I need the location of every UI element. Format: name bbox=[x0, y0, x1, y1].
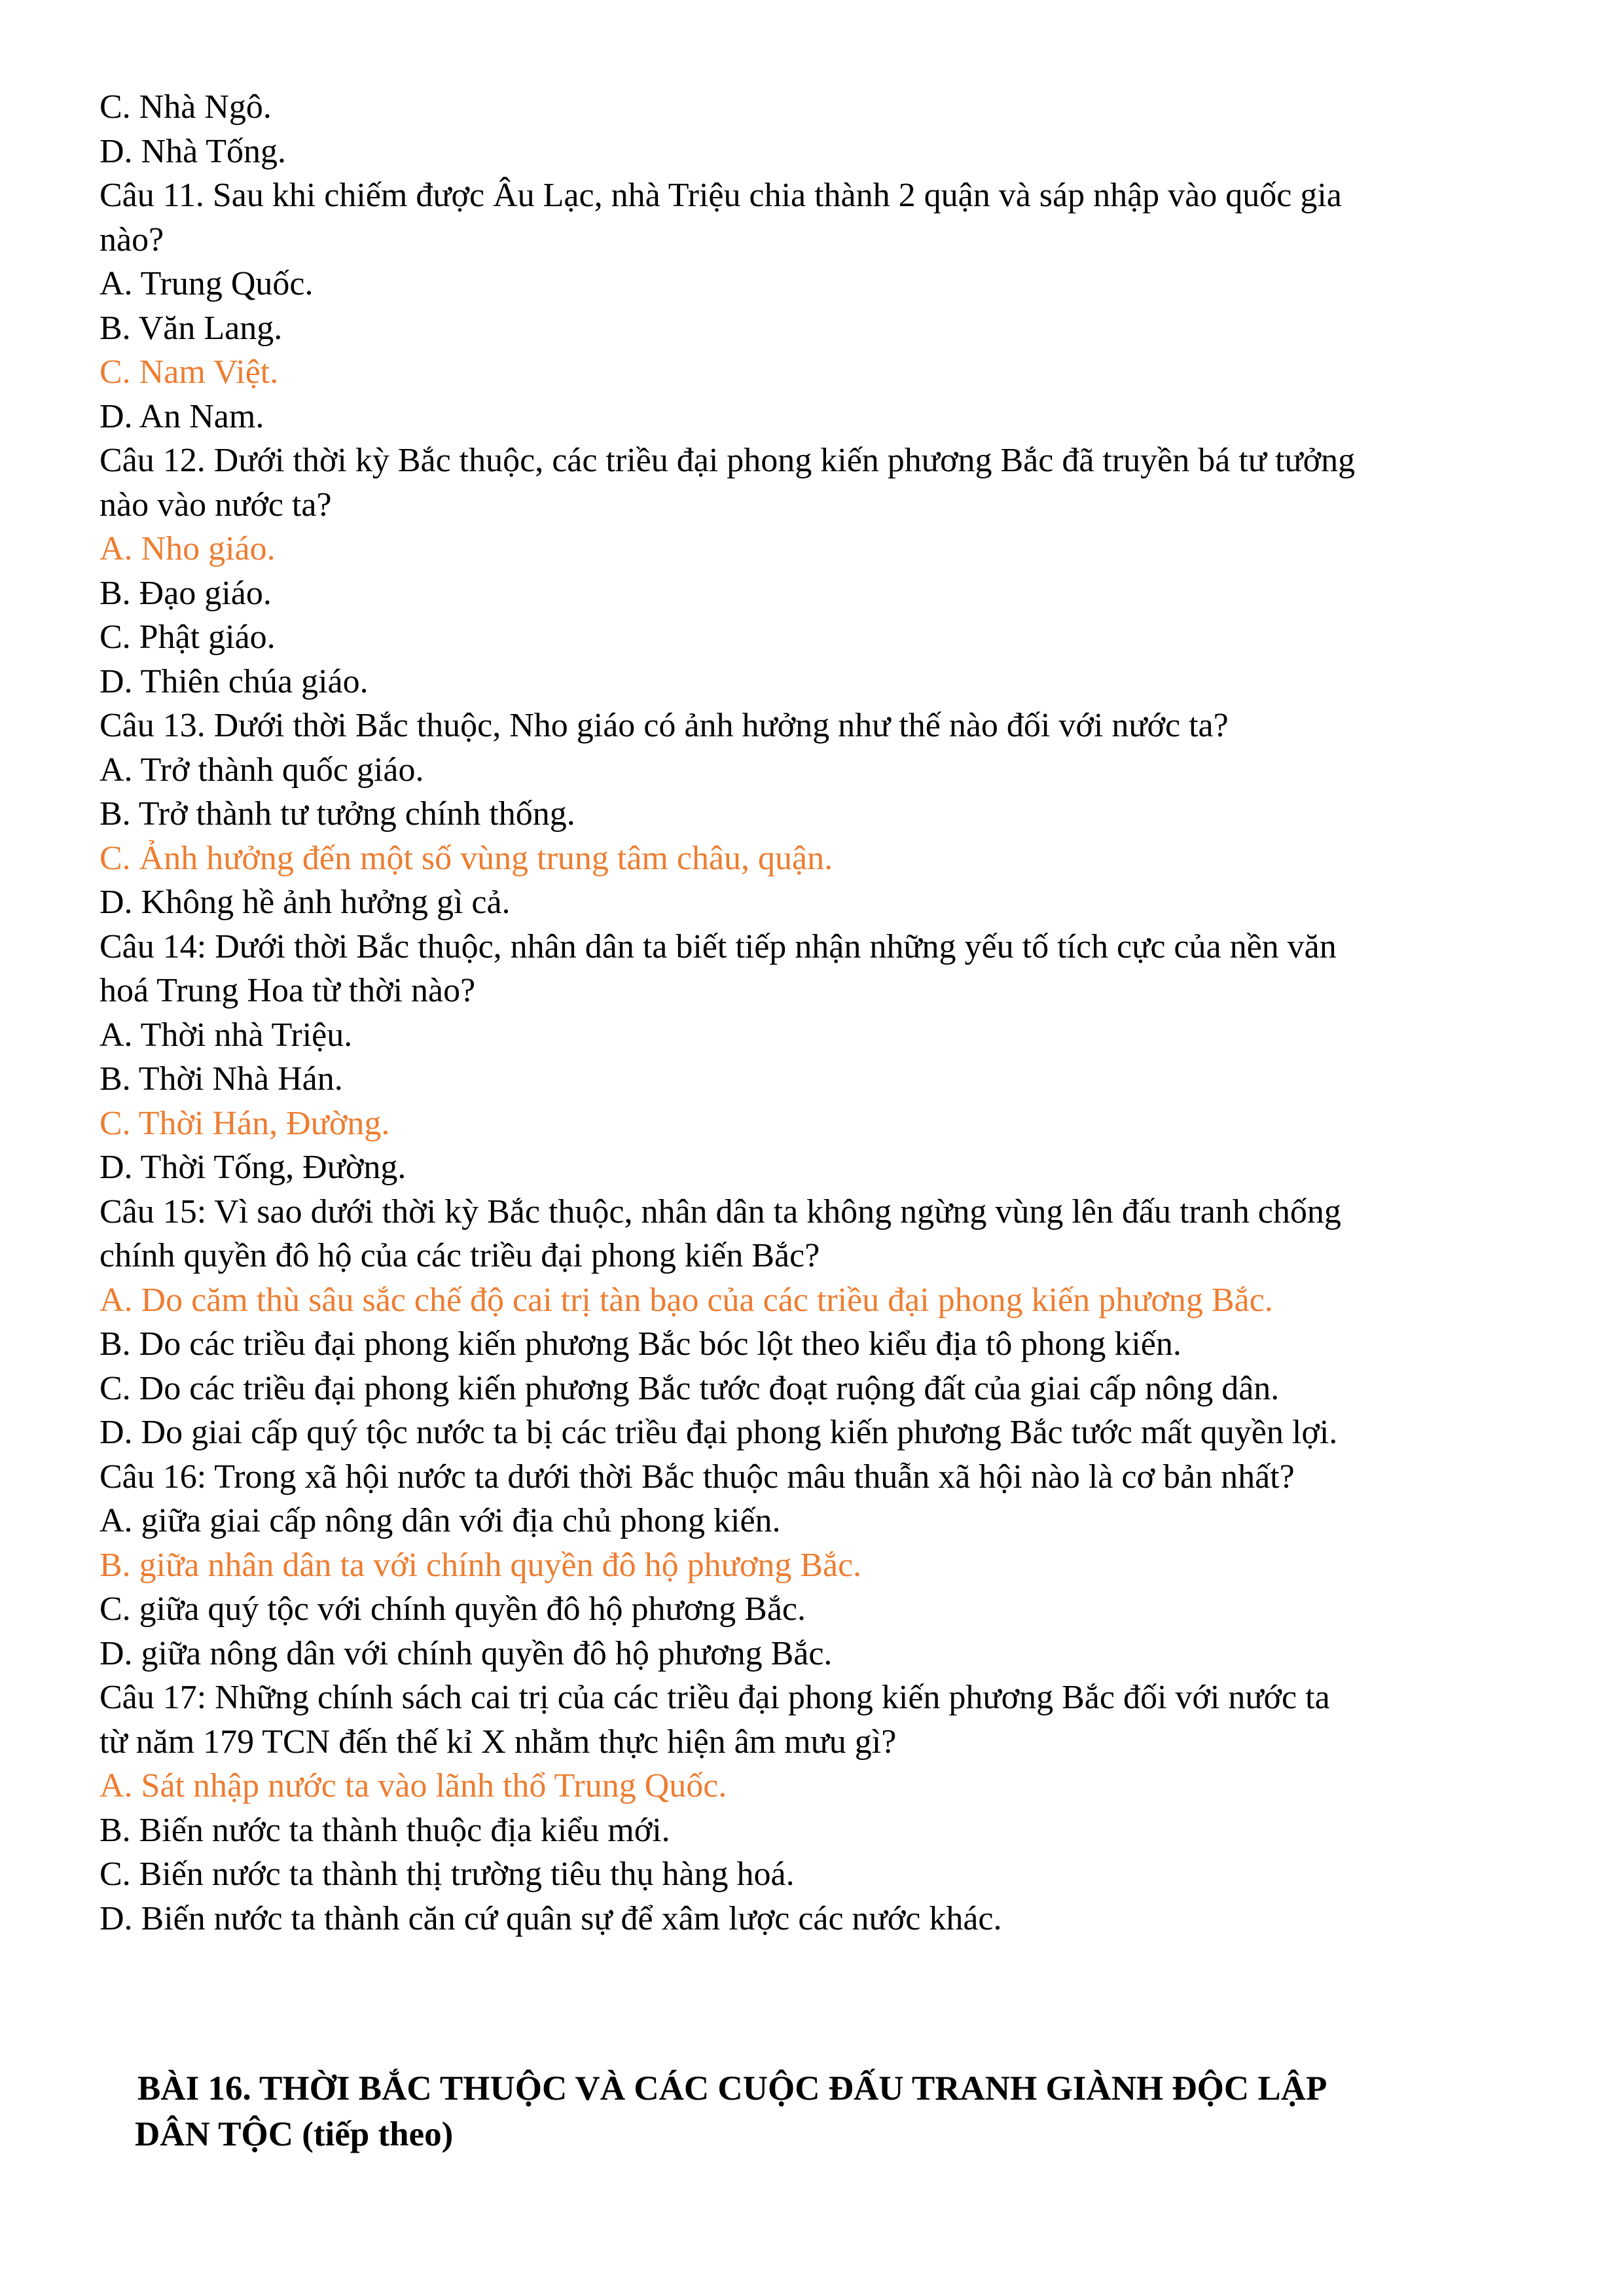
correct-answer-option: C. Thời Hán, Đường. bbox=[99, 1104, 390, 1142]
correct-answer-option: A. Sát nhập nước ta vào lãnh thổ Trung Quốc. bbox=[99, 1767, 727, 1804]
correct-answer-option: C. Ảnh hưởng đến một số vùng trung tâm châu, quận. bbox=[99, 839, 833, 877]
answer-option: A. Trở thành quốc giáo. bbox=[99, 751, 424, 789]
answer-option: C. Phật giáo. bbox=[99, 619, 276, 656]
answer-option: D. Biến nước ta thành căn cứ quân sự để xâm lược các nước khác. bbox=[99, 1899, 1002, 1937]
answer-option: D. Do giai cấp quý tộc nước ta bị các triều đại phong kiến phương Bắc tước mất quyền lợi. bbox=[99, 1414, 1338, 1451]
question-text: Câu 11. Sau khi chiếm được Âu Lạc, nhà Triệu chia thành 2 quận và sáp nhập vào quốc gia bbox=[99, 177, 1342, 214]
answer-option: D. giữa nông dân với chính quyền đô hộ phương Bắc. bbox=[99, 1634, 833, 1672]
answer-option: A. giữa giai cấp nông dân với địa chủ phong kiến. bbox=[99, 1502, 781, 1539]
question-text: Câu 17: Những chính sách cai trị của các triều đại phong kiến phương Bắc đối với nước ta bbox=[99, 1679, 1330, 1716]
question-text-continued: từ năm 179 TCN đến thế kỉ X nhằm thực hiện âm mưu gì? bbox=[99, 1723, 897, 1761]
answer-option: B. Văn Lang. bbox=[99, 309, 283, 347]
correct-answer-option: B. giữa nhân dân ta với chính quyền đô hộ phương Bắc. bbox=[99, 1546, 862, 1584]
answer-option: C. Do các triều đại phong kiến phương Bắc tước đoạt ruộng đất của giai cấp nông dân. bbox=[99, 1369, 1280, 1407]
answer-option: B. Đạo giáo. bbox=[99, 574, 272, 612]
answer-option: A. Thời nhà Triệu. bbox=[99, 1016, 353, 1054]
lesson-heading bbox=[137, 2066, 1551, 2157]
answer-option: C. giữa quý tộc với chính quyền đô hộ phương Bắc. bbox=[99, 1590, 806, 1628]
answer-option: A. Trung Quốc. bbox=[99, 265, 314, 302]
question-text: Câu 16: Trong xã hội nước ta dưới thời Bắc thuộc mâu thuẫn xã hội nào là cơ bản nhất? bbox=[99, 1458, 1295, 1496]
answer-option: D. An Nam. bbox=[99, 397, 264, 435]
correct-answer-option: A. Do căm thù sâu sắc chế độ cai trị tàn bạo của các triều đại phong kiến phương Bắc. bbox=[99, 1281, 1273, 1319]
answer-option: D. Thời Tống, Đường. bbox=[99, 1149, 406, 1186]
lesson-heading-line-2: DÂN TỘC (tiếp theo) bbox=[135, 2115, 454, 2153]
question-text: Câu 13. Dưới thời Bắc thuộc, Nho giáo có ảnh hưởng như thế nào đối với nước ta? bbox=[99, 707, 1229, 744]
question-text: Câu 12. Dưới thời kỳ Bắc thuộc, các triều đại phong kiến phương Bắc đã truyền bá tư tưởng bbox=[99, 442, 1356, 479]
question-text: Câu 14: Dưới thời Bắc thuộc, nhân dân ta biết tiếp nhận những yếu tố tích cực của nền văn bbox=[99, 927, 1337, 965]
answer-option: D. Không hề ảnh hưởng gì cả. bbox=[99, 884, 511, 921]
answer-option: B. Trở thành tư tưởng chính thống. bbox=[99, 795, 575, 833]
answer-option: B. Thời Nhà Hán. bbox=[99, 1060, 343, 1098]
question-text-continued: hoá Trung Hoa từ thời nào? bbox=[99, 972, 476, 1009]
question-text-continued: nào vào nước ta? bbox=[99, 486, 332, 524]
question-text-continued: chính quyền đô hộ của các triều đại phong kiến Bắc? bbox=[99, 1237, 820, 1274]
answer-option: C. Biến nước ta thành thị trường tiêu thụ hàng hoá. bbox=[99, 1856, 795, 1893]
answer-option: D. Nhà Tống. bbox=[99, 132, 287, 170]
correct-answer-option: C. Nam Việt. bbox=[99, 353, 279, 391]
question-text-continued: nào? bbox=[99, 221, 164, 259]
answer-option: B. Do các triều đại phong kiến phương Bắc bóc lột theo kiểu địa tô phong kiến. bbox=[99, 1325, 1182, 1363]
question-text: Câu 15: Vì sao dưới thời kỳ Bắc thuộc, nhân dân ta không ngừng vùng lên đấu tranh chống bbox=[99, 1193, 1341, 1230]
quiz-content bbox=[99, 85, 1540, 1941]
answer-option: C. Nhà Ngô. bbox=[99, 88, 272, 126]
answer-option: B. Biến nước ta thành thuộc địa kiểu mới. bbox=[99, 1811, 670, 1849]
correct-answer-option: A. Nho giáo. bbox=[99, 530, 276, 567]
answer-option: D. Thiên chúa giáo. bbox=[99, 662, 369, 700]
lesson-heading-line-1: BÀI 16. THỜI BẮC THUỘC VÀ CÁC CUỘC ĐẤU TRANH GIÀNH ĐỘC LẬP bbox=[137, 2070, 1327, 2108]
